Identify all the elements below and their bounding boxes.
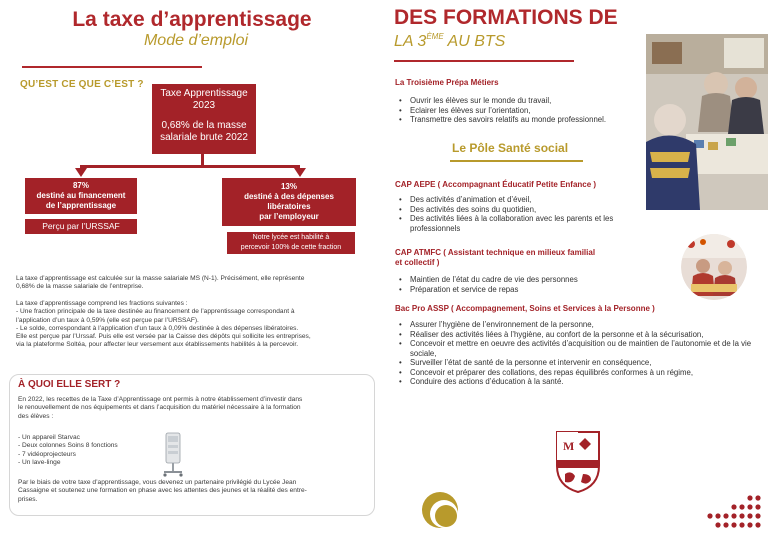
share-13-line-4: par l’employeur <box>259 212 319 221</box>
list-item: • Concevoir et préparer des collations, des repas équilibrés conformes à un régime, <box>396 368 762 378</box>
prepa-section-title: La Troisième Prépa Métiers <box>395 78 499 87</box>
share-13-percent: 13% <box>280 182 297 191</box>
para2-line: Elle est perçue par l’Urssaf. Puis elle est versée par la Caisse des dépôts qui sollicite les entreprises, <box>16 333 311 341</box>
equipment-list <box>18 434 168 467</box>
diagram-arrow-left <box>75 168 87 177</box>
list-item: • Surveiller l’état de santé de la personne et intervenir en conséquence, <box>396 358 762 368</box>
usage-outro-line: prises. <box>18 495 38 503</box>
list-item: • Ouvrir les élèves sur le monde du travail, <box>396 96 644 106</box>
diagram-arrow-right <box>294 168 306 177</box>
taxe-box-line-3: 0,68% de la masse <box>161 120 247 131</box>
equipment-item: - Un appareil Starvac <box>18 434 80 441</box>
list-item: • Eclairer les élèves sur l’orientation, <box>396 106 644 116</box>
taxe-box-spacer <box>152 112 256 120</box>
subtitle-post: AU BTS <box>443 33 506 50</box>
cap-atmfc-title <box>395 248 645 268</box>
taxe-box-line-2: 2023 <box>192 100 216 111</box>
taxe-total-box <box>152 84 256 154</box>
decorative-dots-icon <box>702 494 762 528</box>
left-page-title: La taxe d’apprentissage <box>72 8 312 31</box>
habilite-line-2: percevoir 100% de cette fraction <box>240 243 342 251</box>
para1-line: 0,68% de la masse salariale de l’entreprise. <box>16 283 144 291</box>
right-title-rule <box>394 60 574 62</box>
list-item: • Des activités liées à la collaboration avec les parents et les professionnels <box>396 214 641 233</box>
usage-outro-line: Par le biais de votre taxe d’apprentissage, vous devenez un partenaire privilégié du Lycée Jean <box>18 479 297 486</box>
prepa-list <box>396 96 644 125</box>
share-87-line-3: de l’apprentissage <box>45 201 117 210</box>
para2-line: - Le solde, correspondant à l’application d’un taux à 0,09% destinée à des dépenses libératoires. <box>16 324 299 332</box>
share-13-line-2: destiné à des dépenses <box>244 192 334 201</box>
usage-intro <box>18 396 368 421</box>
share-13-box <box>222 178 356 226</box>
right-page-subtitle <box>394 32 505 51</box>
atmfc-title-line: CAP ATMFC ( Assistant technique en milieux familial <box>395 248 596 257</box>
list-item: • Des activités des soins du quotidien, <box>396 205 641 215</box>
share-87-line-2: destiné au financement <box>36 191 126 200</box>
taxe-box-line-4: salariale brute 2022 <box>160 132 248 143</box>
list-item: • Conduire des actions d’éducation à la santé. <box>396 377 762 387</box>
usage-heading: À QUOI ELLE SERT ? <box>18 379 121 390</box>
right-page-title: DES FORMATIONS DE <box>394 6 618 29</box>
what-is-it-heading: QU’EST CE QUE C’EST ? <box>20 79 144 90</box>
pole-sante-rule <box>450 160 583 162</box>
usage-intro-line: des élèves : <box>18 412 54 420</box>
elderly-care-photo <box>646 34 768 210</box>
para1-line: La taxe d’apprentissage est calculée sur la masse salariale MS (N-1). Précisément, elle représente <box>16 275 305 282</box>
list-item: • Assurer l’hygiène de l’environnement de la personne, <box>396 320 762 330</box>
decorative-circles-icon <box>420 490 464 530</box>
list-item: • Préparation et service de repas <box>396 285 656 295</box>
subtitle-pre: LA 3 <box>394 33 427 50</box>
cap-aepe-list <box>396 195 641 233</box>
usage-outro-line: Cassaigne et soutenez une formation en phase avec les attentes des jeunes et la réalité des entre- <box>18 487 307 495</box>
left-page-subtitle: Mode d’emploi <box>143 32 249 49</box>
urssaf-note-box: Perçu par l’URSSAF <box>25 219 137 234</box>
list-item: • Des activités d’animation et d’éveil, <box>396 195 641 205</box>
left-title-rule <box>22 66 202 68</box>
taxe-box-line-1: Taxe Apprentissage <box>160 88 248 99</box>
list-item: • Concevoir et mettre en oeuvre des activités d’acquisition ou de maintien de l’autonomie et de la vie sociale, <box>396 339 762 358</box>
share-87-box <box>25 178 137 214</box>
habilite-line-1: Notre lycée est habilité à <box>252 234 330 241</box>
fractions-paragraph <box>16 300 368 350</box>
share-87-percent: 87% <box>72 181 89 190</box>
calculation-paragraph <box>16 275 368 292</box>
equipment-item: - 7 vidéoprojecteurs <box>18 450 76 458</box>
diagram-connector-horizontal <box>80 165 300 168</box>
cap-aepe-title: CAP AEPE ( Accompagnant Éducatif Petite Enfance ) <box>395 180 597 189</box>
list-item: • Transmettre des savoirs relatifs au monde professionnel. <box>396 115 644 125</box>
bac-pro-assp-title: Bac Pro ASSP ( Accompagnement, Soins et Services à la Personne ) <box>395 304 655 313</box>
para2-line: La taxe d’apprentissage comprend les fractions suivantes : <box>16 300 188 307</box>
subtitle-sup: ÈME <box>426 32 444 41</box>
cap-atmfc-list <box>396 275 656 294</box>
school-crest-icon <box>555 430 601 494</box>
usage-intro-line: le renouvellement de nos équipements et dans l’acquisition du matériel nécessaire à la formation <box>18 404 301 412</box>
list-item: • Réaliser des activités liées à l’hygiène, au confort de la personne et à la sécurisation, <box>396 330 762 340</box>
pole-sante-title: Le Pôle Santé social <box>452 141 569 155</box>
usage-intro-line: En 2022, les recettes de la Taxe d’Apprentissage ont permis à notre établissement d’investir dans <box>18 396 303 403</box>
para2-line: - Une fraction principale de la taxe destinée au financement de l’apprentissage correspondant à <box>16 308 295 316</box>
usage-outro <box>18 479 364 504</box>
bac-pro-assp-list <box>396 320 762 387</box>
habilite-note-box <box>227 232 355 254</box>
para2-line: l’application d’un taux à 0,59% (elle est perçue par l’URSSAF). <box>16 316 199 324</box>
atmfc-title-line: et collectif ) <box>395 258 440 267</box>
equipment-item: - Deux colonnes Soins 8 fonctions <box>18 442 118 450</box>
share-13-line-3: libératoires <box>267 202 311 211</box>
children-activity-photo <box>681 234 747 300</box>
para2-line: via la plateforme Soltéa, pour affecter leur versement aux établissements habilités à la percevoir. <box>16 341 299 349</box>
list-item: • Maintien de l’état du cadre de vie des personnes <box>396 275 656 285</box>
svg-text:M: M <box>563 439 575 453</box>
equipment-item: - Un lave-linge <box>18 458 61 466</box>
equipment-image <box>158 431 188 477</box>
